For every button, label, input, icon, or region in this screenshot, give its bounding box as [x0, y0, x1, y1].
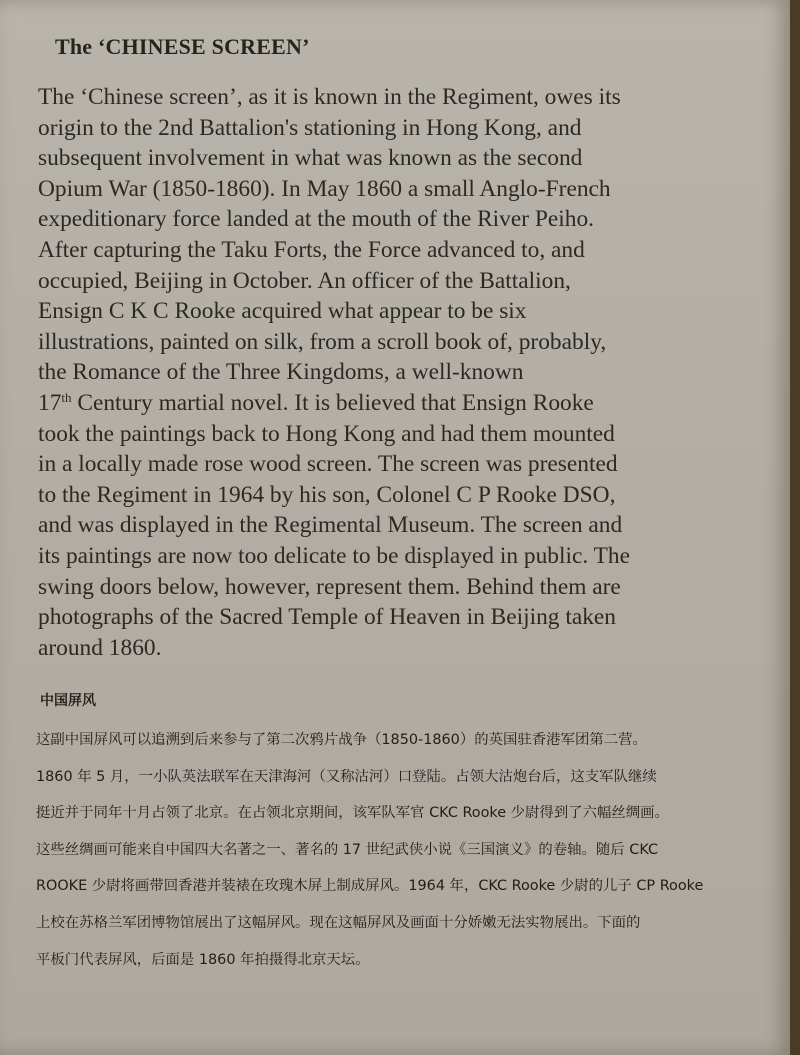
- century-number: 17: [38, 389, 62, 416]
- english-line: swing doors below, however, represent them. Behind them are: [38, 573, 621, 600]
- english-line: subsequent involvement in what was known as the second: [38, 145, 583, 172]
- english-line: Ensign C K C Rooke acquired what appear to be six: [38, 298, 527, 325]
- english-line: took the paintings back to Hong Kong and had them mounted: [38, 420, 615, 447]
- english-line: illustrations, painted on silk, from a scroll book of, probably,: [38, 328, 607, 355]
- chinese-line: 上校在苏格兰军团博物馆展出了这幅屏风。现在这幅屏风及画面十分娇嫩无法实物展出。下面的: [36, 914, 641, 931]
- english-line: Opium War (1850-1860). In May 1860 a small Anglo-French: [38, 175, 611, 202]
- english-line: origin to the 2nd Battalion's stationing in Hong Kong, and: [38, 114, 582, 141]
- english-line: around 1860.: [38, 634, 162, 661]
- english-line: its paintings are now too delicate to be displayed in public. The: [38, 542, 630, 569]
- chinese-line: ROOKE 少尉将画带回香港并装裱在玫瑰木屏上制成屏风。1964 年，CKC Rooke 少尉的儿子 CP Rooke: [36, 878, 704, 895]
- chinese-line: 1860 年 5 月，一小队英法联军在天津海河（又称沽河）口登陆。占领大沽炮台后，这支军队继续: [36, 768, 657, 785]
- chinese-paragraph: [36, 728, 776, 984]
- english-line: in a locally made rose wood screen. The screen was presented: [38, 451, 618, 478]
- english-line: photographs of the Sacred Temple of Heaven in Beijing taken: [38, 604, 616, 631]
- english-line: the Romance of the Three Kingdoms, a well-known: [38, 359, 524, 386]
- chinese-line: 平板门代表屏风，后面是 1860 年拍摄得北京天坛。: [36, 951, 370, 968]
- english-line: and was displayed in the Regimental Museum. The screen and: [38, 512, 623, 539]
- chinese-line: 挺近并于同年十月占领了北京。在占领北京期间，该军队军官 CKC Rooke 少尉得到了六幅丝绸画。: [36, 805, 669, 822]
- english-line: occupied, Beijing in October. An officer of the Battalion,: [38, 267, 571, 294]
- english-paragraph: [38, 82, 758, 663]
- chinese-heading: 中国屏风: [40, 693, 96, 709]
- english-line-century: [38, 388, 758, 419]
- century-ordinal: th: [61, 389, 72, 405]
- century-rest: Century martial novel. It is believed that Ensign Rooke: [71, 389, 594, 416]
- english-line: to the Regiment in 1964 by his son, Colonel C P Rooke DSO,: [38, 481, 616, 508]
- chinese-line: 这些丝绸画可能来自中国四大名著之一、著名的 17 世纪武侠小说《三国演义》的卷轴。随后 CKC: [36, 841, 659, 858]
- placard-heading: The ‘CHINESE SCREEN’: [55, 34, 310, 59]
- english-line: The ‘Chinese screen’, as it is known in the Regiment, owes its: [38, 84, 621, 110]
- chinese-line: 这副中国屏风可以追溯到后来参与了第二次鸦片战争（1850-1860）的英国驻香港军团第二营。: [36, 732, 647, 748]
- english-line: After capturing the Taku Forts, the Force advanced to, and: [38, 236, 585, 263]
- english-line: expeditionary force landed at the mouth of the River Peiho.: [38, 206, 595, 233]
